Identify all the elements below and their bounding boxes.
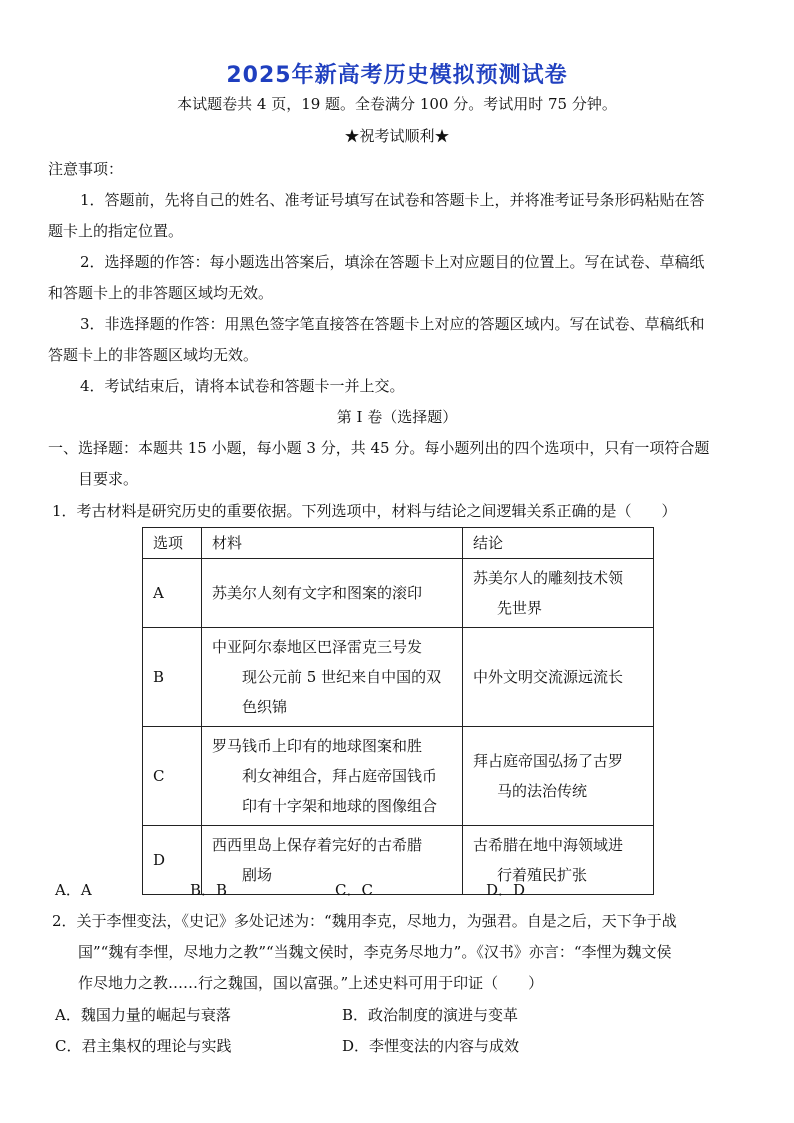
q2-choice-c: C．君主集权的理论与实践 bbox=[55, 1037, 232, 1055]
material-line-cont: 剧场 bbox=[242, 866, 273, 884]
material-line-cont: 色织锦 bbox=[242, 698, 288, 716]
q1-choice-c: C．C bbox=[335, 881, 373, 899]
q1-choice-d: D．D bbox=[486, 881, 526, 899]
exam-subtitle: 本试题卷共 4 页，19 题。全卷满分 100 分。考试用时 75 分钟。 bbox=[177, 95, 617, 113]
q1-choice-a: A．A bbox=[55, 881, 92, 899]
material-line: 罗马钱币上印有的地球图案和胜 bbox=[212, 737, 423, 755]
q2-choice-d: D．李悝变法的内容与成效 bbox=[342, 1037, 520, 1055]
exam-title: 2025年新高考历史模拟预测试卷 bbox=[226, 63, 568, 88]
notice-item-1-cont: 题卡上的指定位置。 bbox=[48, 222, 184, 240]
section-instruction-cont: 目要求。 bbox=[78, 470, 139, 488]
notice-heading: 注意事项： bbox=[48, 160, 124, 178]
blessing-text: ★祝考试顺利★ bbox=[344, 127, 450, 145]
q2-choice-a: A．魏国力量的崛起与衰落 bbox=[55, 1006, 231, 1024]
q1-table bbox=[142, 527, 654, 895]
q2-stem-cont: 国”“魏有李悝，尽地力之教”“当魏文侯时，李克务尽地力”。《汉书》亦言：“李悝为魏文侯 bbox=[78, 943, 672, 961]
header-option: 选项 bbox=[143, 528, 202, 559]
conclusion-line: 苏美尔人的雕刻技术领 bbox=[473, 569, 624, 587]
option-cell: C bbox=[143, 727, 202, 826]
material-line-cont: 利女神组合，拜占庭帝国钱币 bbox=[242, 767, 438, 785]
conclusion-cell bbox=[463, 628, 654, 727]
option-cell: D bbox=[143, 826, 202, 895]
q1-stem: 1．考古材料是研究历史的重要依据。下列选项中，材料与结论之间逻辑关系正确的是（ ） bbox=[52, 502, 677, 520]
option-cell: A bbox=[143, 559, 202, 628]
conclusion-line: 中外文明交流源远流长 bbox=[473, 668, 624, 686]
notice-item-4: 4．考试结束后，请将本试卷和答题卡一并上交。 bbox=[80, 377, 405, 395]
table-row bbox=[143, 628, 654, 727]
table-header-row bbox=[143, 528, 654, 559]
conclusion-line-cont: 先世界 bbox=[497, 599, 543, 617]
section-instruction: 一、选择题：本题共 15 小题，每小题 3 分，共 45 分。每小题列出的四个选项中，只有一项符合题 bbox=[48, 439, 710, 457]
table-row bbox=[143, 559, 654, 628]
notice-item-2: 2．选择题的作答：每小题选出答案后，填涂在答题卡上对应题目的位置上。写在试卷、草稿纸 bbox=[80, 253, 705, 271]
section-title: 第 I 卷（选择题） bbox=[336, 408, 458, 426]
notice-item-3-cont: 答题卡上的非答题区域均无效。 bbox=[48, 346, 259, 364]
material-cell bbox=[202, 559, 463, 628]
material-cell bbox=[202, 727, 463, 826]
option-cell: B bbox=[143, 628, 202, 727]
conclusion-line: 拜占庭帝国弘扬了古罗 bbox=[473, 752, 624, 770]
material-line-cont: 现公元前 5 世纪来自中国的双 bbox=[242, 668, 442, 686]
material-line-cont: 印有十字架和地球的图像组合 bbox=[242, 797, 438, 815]
conclusion-cell bbox=[463, 559, 654, 628]
header-conclusion: 结论 bbox=[463, 528, 654, 559]
table-row bbox=[143, 727, 654, 826]
notice-item-2-cont: 和答题卡上的非答题区域均无效。 bbox=[48, 284, 274, 302]
notice-item-1: 1．答题前，先将自己的姓名、准考证号填写在试卷和答题卡上，并将准考证号条形码粘贴在答 bbox=[80, 191, 705, 209]
material-cell bbox=[202, 826, 463, 895]
q2-stem-cont: 作尽地力之教……行之魏国，国以富强。”上述史料可用于印证（ ） bbox=[78, 974, 544, 992]
conclusion-line: 古希腊在地中海领域进 bbox=[473, 836, 624, 854]
material-cell bbox=[202, 628, 463, 727]
material-line: 苏美尔人刻有文字和图案的滚印 bbox=[212, 584, 423, 602]
conclusion-line-cont: 马的法治传统 bbox=[497, 782, 588, 800]
q2-stem: 2．关于李悝变法，《史记》多处记述为：“魏用李克，尽地力，为强君。自是之后，天下争于战 bbox=[52, 912, 677, 930]
material-line: 西西里岛上保存着完好的古希腊 bbox=[212, 836, 423, 854]
q2-choice-b: B．政治制度的演进与变革 bbox=[342, 1006, 519, 1024]
notice-item-3: 3．非选择题的作答：用黑色签字笔直接答在答题卡上对应的答题区域内。写在试卷、草稿纸和 bbox=[80, 315, 705, 333]
conclusion-line-cont: 行着殖民扩张 bbox=[497, 866, 588, 884]
q1-choice-b: B．B bbox=[190, 881, 228, 899]
material-line: 中亚阿尔泰地区巴泽雷克三号发 bbox=[212, 638, 423, 656]
header-material: 材料 bbox=[202, 528, 463, 559]
conclusion-cell bbox=[463, 727, 654, 826]
